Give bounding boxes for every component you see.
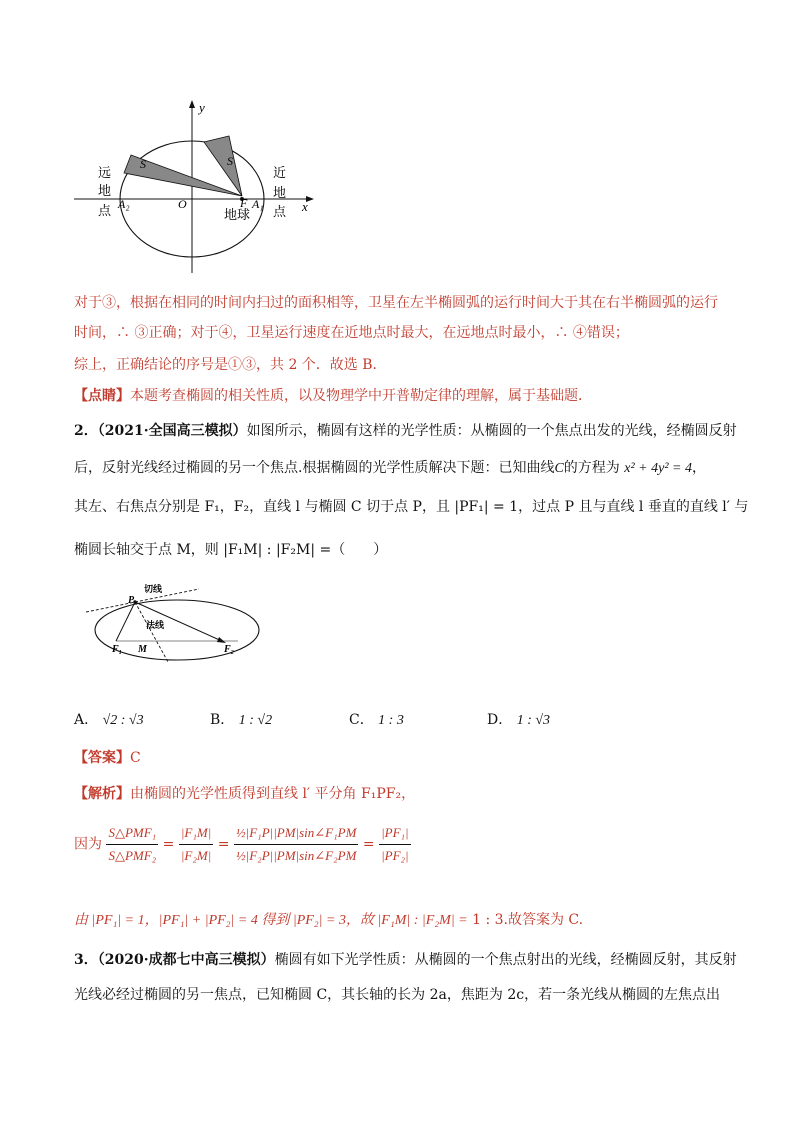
q2-line2: 后，反射光线经过椭圆的另一个焦点.根据椭圆的光学性质解决下题：已知曲线C的方程为 x² + 4y² = 4， [74,460,706,476]
conclusion [74,910,583,931]
q3-line1 [74,950,737,970]
answer-tag: 【答案】 [74,750,130,766]
side-ratio: $\frac{\text{|PF₁|}}{\text{|PF₂|}}$ [379,822,411,867]
far-char-1: 远 [98,165,112,180]
para1-line1: 对于③，根据在相同的时间内扫过的面积相等，卫星在左半椭圆弧的运行时间大于其在右半椭圆弧的运行 [74,295,718,311]
para1-line2: 时间，∴ ③正确；对于④，卫星运行速度在近地点时最大，在远地点时最小，∴ ④错误； [74,325,629,341]
p-label: P [128,595,135,606]
answer-value: C [130,750,141,766]
tangent-label: 切线 [144,584,163,594]
origin-label: O [178,197,187,211]
option-a: A． √2 : √3 [74,712,144,728]
ray-arrow [217,637,226,643]
analysis-text: 由椭圆的光学性质得到直线 l′ 平分角 F₁PF₂， [130,786,416,802]
because-label: 因为 [74,836,102,853]
analysis-line [74,784,415,804]
y-axis-arrow [189,100,195,108]
f-label: F [240,196,248,210]
s-label-right: S [227,154,233,168]
optics-figure [74,579,274,669]
q2-line3: 其左、右焦点分别是 F₁，F₂，直线 l 与椭圆 C 切于点 P，且 |PF₁| = 1，过点 P 且与直线 l 垂直的直线 l′ 与 [74,499,749,515]
ratio-equation: 因为 $\frac{\text{S△PMF₁}}{\text{S△PMF₂}}$ = $\frac{\text{|F₁M|}}{\text{|F₂M|}}$ = $\frac{\text{½|F₁P||PM|sin∠F₁PM}}{\text{½|F₂P||PM|sin∠F₂PM}}$ = $\frac{\text{|PF₁|}}{\text{|PF₂|}}$ [74,822,411,867]
q2-source: （2021·全国高三模拟） [97,423,247,439]
q2-text2c: 的方程为 [563,460,620,476]
a1-label: A₁ [252,197,264,211]
sine-area-ratio: $\frac{\text{½|F₁P||PM|sin∠F₁PM}}{\text{½|F₂P||PM|sin∠F₂PM}}$ [234,822,359,867]
summary: 综上，正确结论的序号是①③，共 2 个．故选 B． [74,357,387,373]
q2-curve-c: C [554,461,564,476]
conclusion-a: 由 |PF₁| = 1，|PF₁| + |PF₂| = 4 得到 |PF₂| = 3，故 |F₁M| : |F₂M| = [74,913,468,928]
near-char-1: 近 [273,165,287,180]
q2-line4: 椭圆长轴交于点 M，则 |F₁M| : |F₂M| =（ ） [74,542,388,558]
far-char-3: 点 [98,203,112,218]
q2-line1 [74,421,737,441]
option-b: B． 1 : √2 [210,712,273,728]
far-char-2: 地 [98,183,112,198]
near-char-2: 地 [273,185,287,200]
s-label-left: S [140,157,146,171]
conclusion-b: 1 : 3.故答案为 C. [472,912,584,928]
orbit-figure [74,98,334,278]
comment [74,386,592,406]
q3-line2: 光线必经过椭圆的另一焦点，已知椭圆 C，其长轴的长为 2a，焦距为 2c，若一条光线从椭圆的左焦点出 [74,987,721,1003]
q2-number: 2． [74,423,98,439]
comment-text: 本题考查椭圆的相关性质，以及物理学中开普勒定律的理解，属于基础题． [130,388,592,404]
near-char-3: 点 [273,204,287,219]
q2-text2a: 后，反射光线经过椭圆的另一个焦点.根据椭圆的光学性质解决下题：已知曲线 [74,460,555,476]
x-label: x [302,199,308,214]
a2-label: A₂ [118,197,130,211]
segment-ratio: $\frac{\text{|F₁M|}}{\text{|F₂M|}}$ [179,822,213,867]
option-d: D． 1 : √3 [487,712,551,728]
analysis-tag: 【解析】 [74,786,130,802]
q2-equation: x² + 4y² = 4 [624,461,692,476]
m-label: M [138,644,147,655]
q2-text1: 如图所示，椭圆有这样的光学性质：从椭圆的一个焦点出发的光线，经椭圆反射 [246,423,737,439]
q3-text1: 椭圆有如下光学性质：从椭圆的一个焦点射出的光线，经椭圆反射，其反射 [274,952,737,968]
normal-label: 法线 [146,620,165,630]
comment-tag: 【点睛】 [74,388,130,404]
f2-label: F₂ [224,644,235,655]
earth-label: 地球 [224,207,251,222]
area-ratio: $\frac{\text{S△PMF₁}}{\text{S△PMF₂}}$ [106,822,158,867]
q3-number: 3． [74,952,98,968]
option-c: C． 1 : 3 [349,712,404,728]
q3-source: （2020·成都七中高三模拟） [97,952,275,968]
ray-pf1 [116,602,135,641]
answer-line [74,748,141,768]
f1-label: F₁ [112,644,123,655]
y-label: y [199,100,205,115]
